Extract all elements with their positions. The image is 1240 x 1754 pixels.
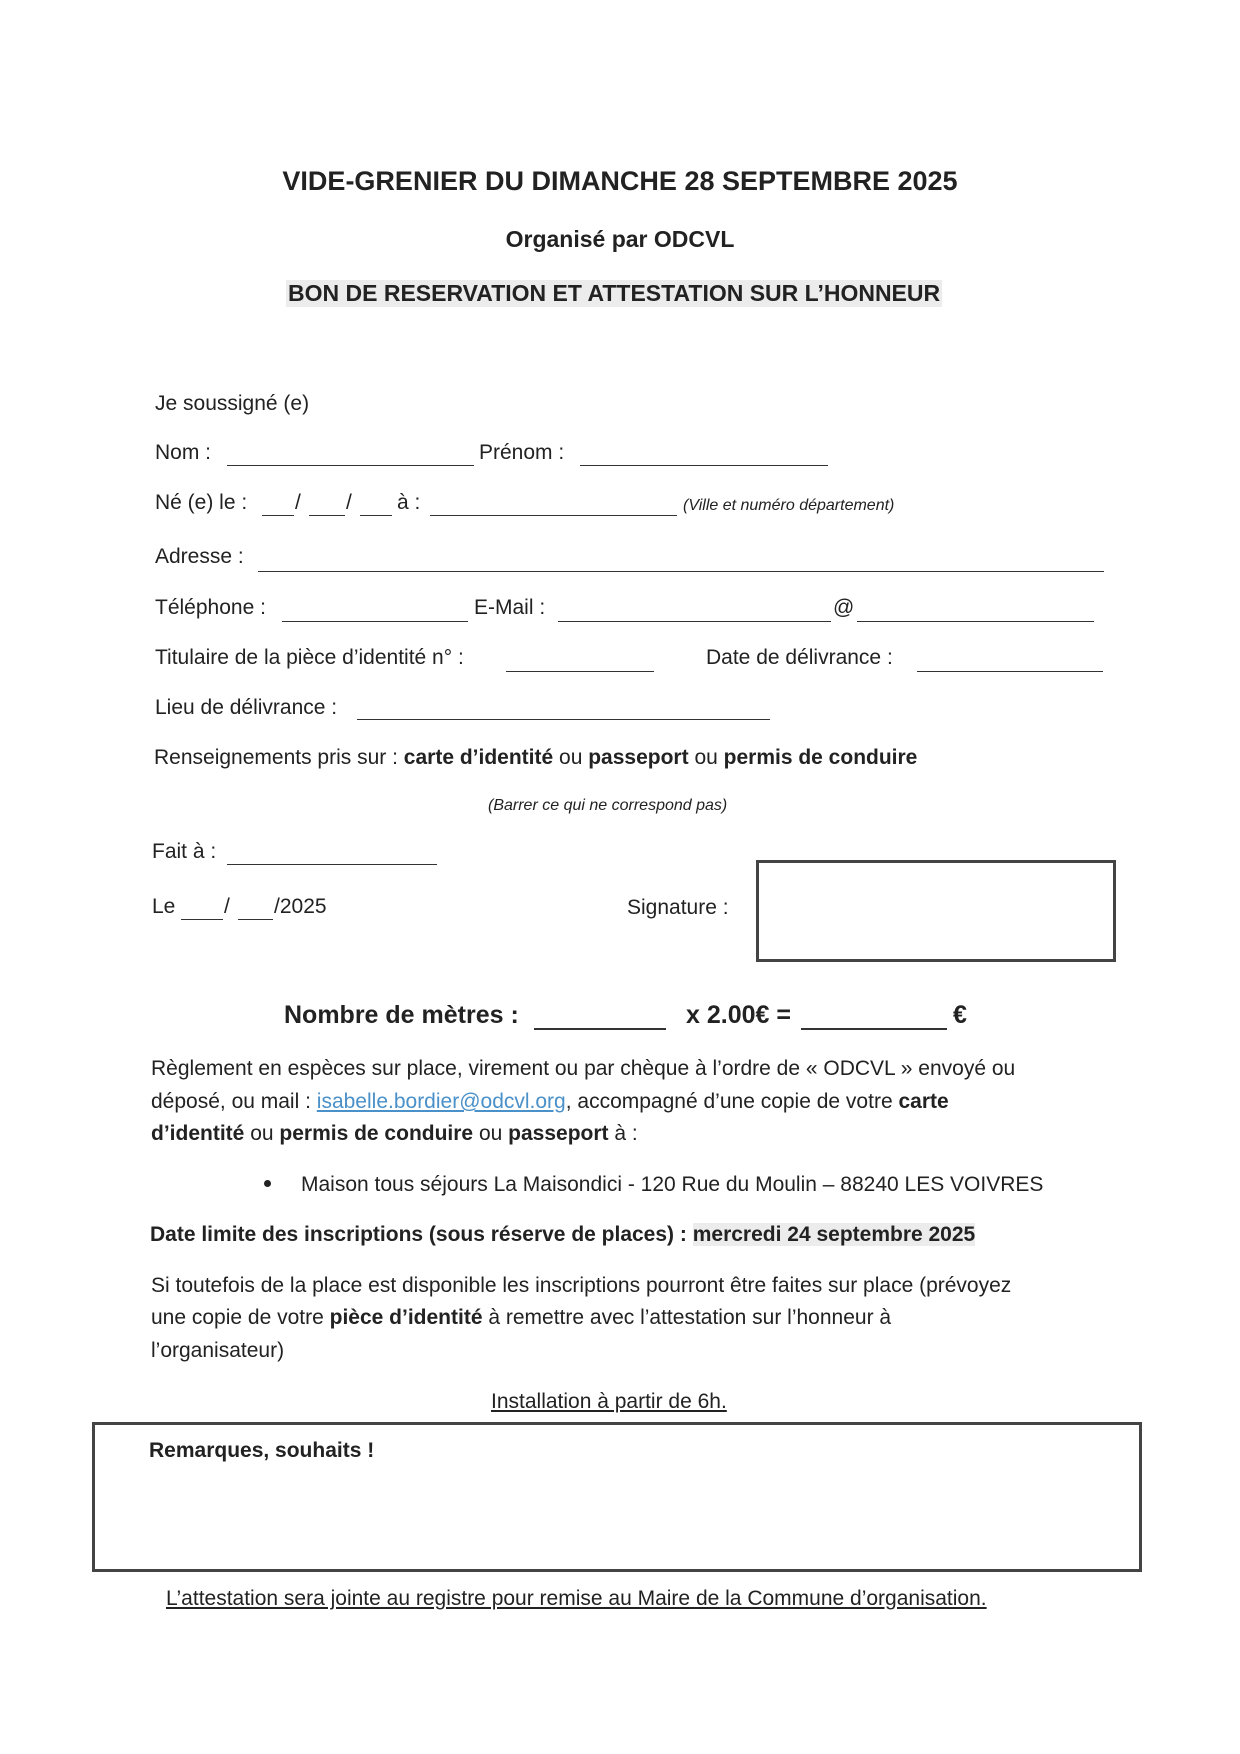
le-label: Le bbox=[152, 895, 176, 918]
birth-month-field[interactable] bbox=[309, 515, 345, 516]
sign-month-field[interactable] bbox=[238, 919, 273, 920]
remarks-box[interactable] bbox=[92, 1422, 1142, 1572]
doc-option-carte[interactable]: carte d’identité bbox=[403, 746, 554, 769]
email-label: E-Mail : bbox=[474, 596, 546, 619]
deadline-label: Date limite des inscriptions (sous réserve de places) : bbox=[150, 1223, 687, 1246]
reglement-line-1: Règlement en espèces sur place, virement ou par chèque à l’ordre de « ODCVL » envoyé ou bbox=[151, 1057, 1016, 1080]
piece-identite-label: Titulaire de la pièce d’identité n° : bbox=[155, 646, 464, 669]
date-separator: / bbox=[224, 895, 230, 918]
lieu-delivrance-label: Lieu de délivrance : bbox=[155, 696, 338, 719]
birthdate-label: Né (e) le : bbox=[155, 491, 248, 514]
at-sign: @ bbox=[833, 596, 855, 619]
doc-passeport: passeport bbox=[508, 1122, 609, 1145]
date-delivrance-label: Date de délivrance : bbox=[706, 646, 893, 669]
doc-carte: carte bbox=[898, 1090, 949, 1113]
lieu-delivrance-field[interactable] bbox=[357, 719, 770, 720]
birthplace-field[interactable] bbox=[430, 515, 677, 516]
nom-field[interactable] bbox=[227, 465, 474, 466]
or-word: ou bbox=[250, 1122, 274, 1145]
form-subtitle: BON DE RESERVATION ET ATTESTATION SUR L’HONNEUR bbox=[288, 280, 941, 306]
reglement-suffix: , accompagné d’une copie de votre bbox=[565, 1090, 893, 1113]
birth-year-field[interactable] bbox=[360, 515, 392, 516]
metres-label: Nombre de mètres : bbox=[284, 1001, 519, 1029]
onsite-bold: pièce d’identité bbox=[329, 1306, 483, 1329]
birthplace-hint: (Ville et numéro département) bbox=[683, 497, 895, 514]
doc-option-permis[interactable]: permis de conduire bbox=[723, 746, 918, 769]
birth-day-field[interactable] bbox=[262, 515, 294, 516]
deadline-date: mercredi 24 septembre 2025 bbox=[692, 1223, 976, 1246]
doc-identite: d’identité bbox=[151, 1122, 245, 1145]
doc-option-passeport[interactable]: passeport bbox=[588, 746, 689, 769]
or-word: ou bbox=[559, 746, 583, 769]
signature-box[interactable] bbox=[756, 860, 1116, 962]
or-word: ou bbox=[694, 746, 718, 769]
birthplace-label: à : bbox=[397, 491, 421, 514]
reglement-end: à : bbox=[614, 1122, 638, 1145]
footer-note: L’attestation sera jointe au registre pour remise au Maire de la Commune d’organisation. bbox=[166, 1587, 987, 1610]
prenom-field[interactable] bbox=[580, 465, 828, 466]
nom-label: Nom : bbox=[155, 441, 212, 464]
onsite-suffix: à remettre avec l’attestation sur l’honneur à bbox=[488, 1306, 892, 1329]
year-suffix: /2025 bbox=[274, 895, 327, 918]
intro-text: Je soussigné (e) bbox=[155, 392, 310, 415]
renseignements-line bbox=[154, 746, 917, 770]
telephone-field[interactable] bbox=[282, 621, 468, 622]
adresse-label: Adresse : bbox=[155, 545, 244, 568]
or-word: ou bbox=[478, 1122, 503, 1145]
deadline-line bbox=[150, 1223, 975, 1247]
doc-permis: permis de conduire bbox=[279, 1122, 474, 1145]
date-delivrance-field[interactable] bbox=[917, 671, 1103, 672]
reglement-line-2 bbox=[151, 1090, 949, 1114]
remarks-label: Remarques, souhaits ! bbox=[149, 1439, 375, 1462]
fait-a-field[interactable] bbox=[227, 864, 437, 865]
installation-note: Installation à partir de 6h. bbox=[491, 1390, 727, 1413]
adresse-field[interactable] bbox=[258, 571, 1104, 572]
telephone-label: Téléphone : bbox=[155, 596, 266, 619]
total-field[interactable] bbox=[801, 1028, 947, 1030]
email-user-field[interactable] bbox=[558, 621, 831, 622]
reglement-line-3 bbox=[151, 1122, 638, 1146]
piece-identite-field[interactable] bbox=[506, 671, 654, 672]
onsite-line-1: Si toutefois de la place est disponible les inscriptions pourront être faites sur place (prévoyez bbox=[151, 1274, 1012, 1297]
sign-day-field[interactable] bbox=[181, 919, 223, 920]
date-separator: / bbox=[295, 491, 301, 514]
renseignements-prefix: Renseignements pris sur : bbox=[154, 746, 398, 769]
address-text: Maison tous séjours La Maisondici - 120 Rue du Moulin – 88240 LES VOIVRES bbox=[301, 1173, 1044, 1196]
onsite-prefix: une copie de votre bbox=[151, 1306, 324, 1329]
onsite-line-2 bbox=[151, 1306, 891, 1330]
signature-label: Signature : bbox=[627, 896, 729, 919]
barrer-hint: (Barrer ce qui ne correspond pas) bbox=[488, 797, 728, 814]
email-domain-field[interactable] bbox=[857, 621, 1094, 622]
bullet-icon bbox=[264, 1180, 271, 1187]
date-separator: / bbox=[346, 491, 352, 514]
fait-a-label: Fait à : bbox=[152, 840, 217, 863]
organizer-line: Organisé par ODCVL bbox=[505, 226, 735, 252]
metres-field[interactable] bbox=[534, 1028, 666, 1030]
contact-email-link[interactable]: isabelle.bordier@odcvl.org bbox=[316, 1090, 566, 1113]
currency-symbol: € bbox=[953, 1001, 967, 1029]
page-title: VIDE-GRENIER DU DIMANCHE 28 SEPTEMBRE 2025 bbox=[282, 166, 958, 196]
reglement-prefix: déposé, ou mail : bbox=[151, 1090, 311, 1113]
prenom-label: Prénom : bbox=[479, 441, 565, 464]
price-multiplier: x 2.00€ = bbox=[686, 1001, 791, 1029]
onsite-line-3: l’organisateur) bbox=[151, 1339, 285, 1362]
address-bullet-item bbox=[264, 1173, 1043, 1197]
